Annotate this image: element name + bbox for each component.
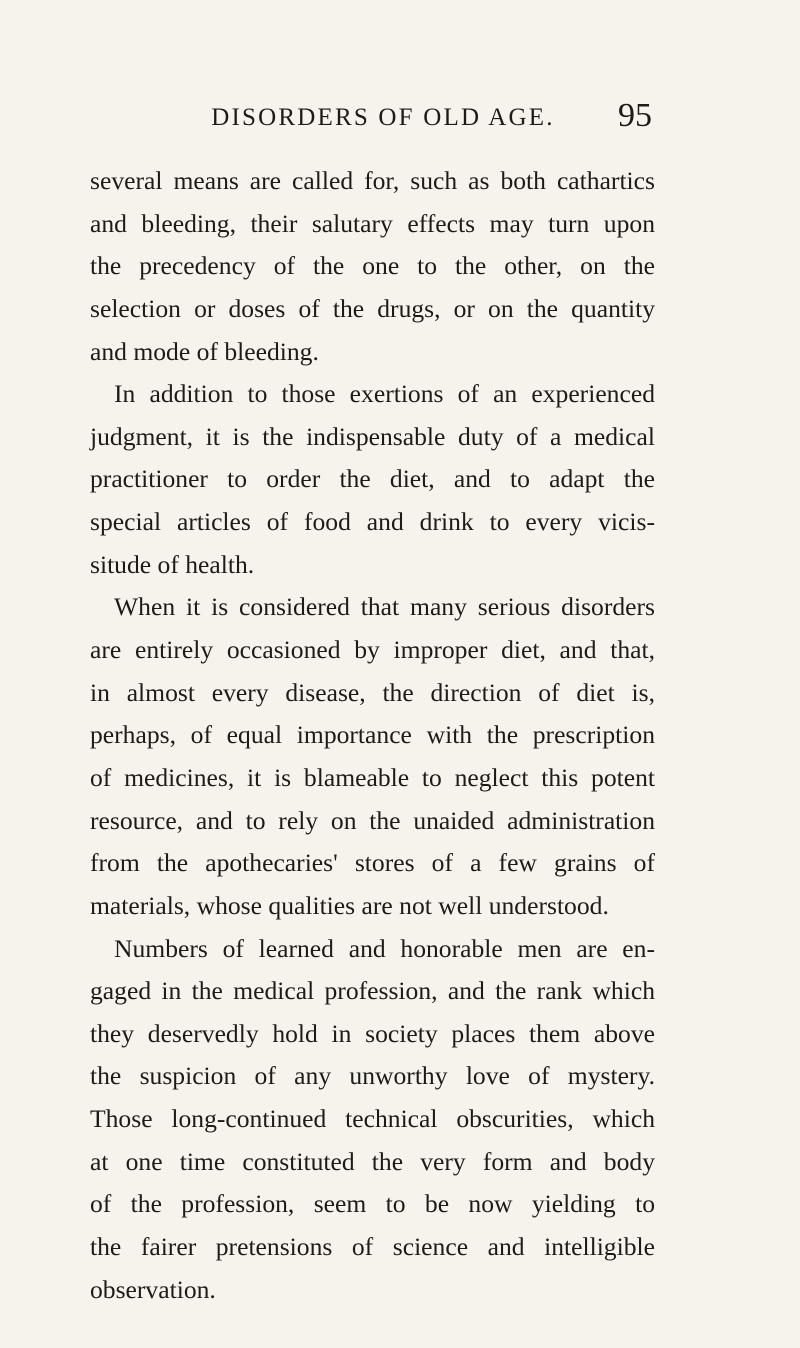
text-line: are entirely occasioned by improper diet, and that,: [90, 635, 655, 665]
text-line: Those long-continued technical obscurities, which: [90, 1104, 655, 1134]
text-line: practitioner to order the diet, and to adapt the: [90, 464, 655, 494]
text-line: of medicines, it is blameable to neglect this potent: [90, 762, 655, 792]
text-line: the precedency of the one to the other, on the: [90, 251, 655, 281]
text-line: several means are called for, such as both cathartics: [90, 166, 655, 195]
text-line: When it is considered that many serious disorders: [114, 592, 655, 622]
text-line: gaged in the medical profession, and the rank which: [90, 976, 655, 1006]
text-line: perhaps, of equal importance with the prescription: [90, 720, 655, 750]
text-line: Numbers of learned and honorable men are en-: [114, 933, 655, 963]
text-line: In addition to those exertions of an experienced: [114, 379, 655, 409]
running-title: DISORDERS OF OLD AGE.: [211, 104, 555, 131]
text-line: and bleeding, their salutary effects may turn upon: [90, 208, 655, 238]
body-text: [90, 160, 655, 1311]
text-line: of the profession, seem to be now yielding to: [90, 1189, 655, 1219]
text-line: in almost every disease, the direction of diet is,: [90, 677, 655, 707]
text-line: they deservedly hold in society places them above: [90, 1018, 655, 1048]
page-number: 95: [618, 97, 652, 134]
text-line: observation.: [90, 1274, 216, 1304]
text-line: the suspicion of any unworthy love of mystery.: [90, 1061, 655, 1091]
text-line: resource, and to rely on the unaided administration: [90, 805, 655, 835]
text-line: at one time constituted the very form and body: [90, 1146, 655, 1176]
text-line: materials, whose qualities are not well understood.: [90, 890, 609, 920]
text-line: and mode of bleeding.: [90, 336, 319, 366]
text-line: special articles of food and drink to every vicis-: [90, 507, 655, 537]
text-line: situde of health.: [90, 549, 255, 579]
running-head: [90, 96, 652, 146]
text-line: the fairer pretensions of science and intelligible: [90, 1232, 655, 1262]
text-line: judgment, it is the indispensable duty of a medical: [90, 421, 655, 451]
text-line: selection or doses of the drugs, or on the quantity: [90, 293, 655, 323]
text-line: from the apothecaries' stores of a few grains of: [90, 848, 655, 878]
